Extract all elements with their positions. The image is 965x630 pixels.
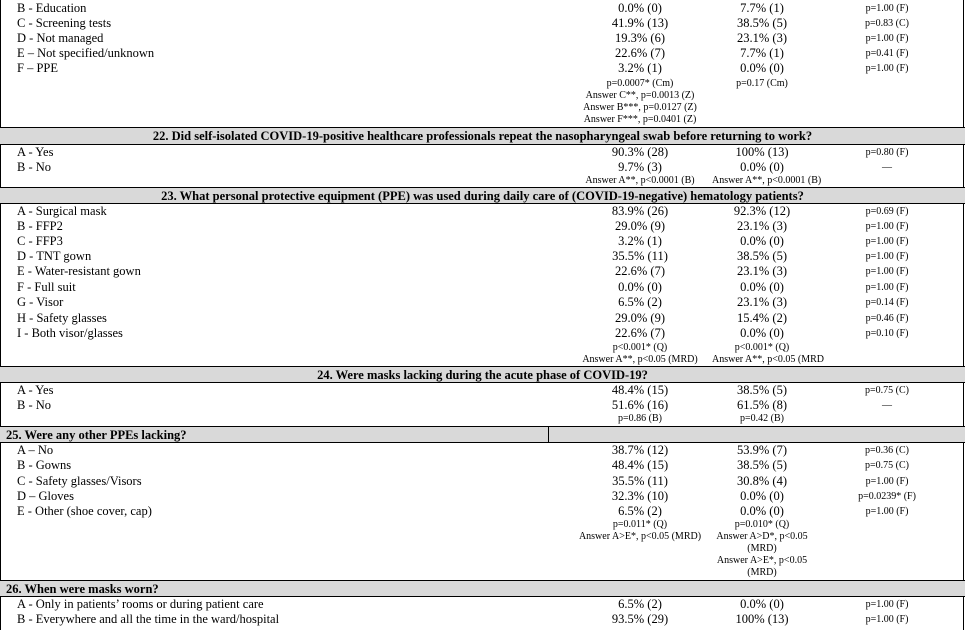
group1-value: 90.3% (28) <box>611 145 669 159</box>
row-label: A - Only in patients’ rooms or during patient care <box>17 597 264 611</box>
p-value: p=0.75 (C) <box>865 460 909 471</box>
p-value: p=1.00 (F) <box>865 282 909 293</box>
group1-stat-note: Answer A**, p<0.0001 (B) <box>585 175 695 186</box>
group2-value: 0.0% (0) <box>740 504 784 518</box>
group2-value: 30.8% (4) <box>737 474 787 488</box>
group1-value: 6.5% (2) <box>618 597 662 611</box>
group1-value: 3.2% (1) <box>618 61 662 75</box>
group2-stat-note: Answer A>D*, p<0.05 <box>716 531 808 542</box>
p-value: p=1.00 (F) <box>865 614 909 625</box>
group1-value: 22.6% (7) <box>615 326 665 340</box>
p-value: p=0.36 (C) <box>865 445 909 456</box>
row-label: C - Screening tests <box>17 16 112 30</box>
group2-value: 15.4% (2) <box>737 311 787 325</box>
table-row <box>0 204 965 219</box>
group2-value: 100% (13) <box>735 612 789 626</box>
table-row <box>0 474 965 489</box>
group1-value: 29.0% (9) <box>615 219 665 233</box>
p-value: p=0.41 (F) <box>865 48 909 59</box>
p-value: p=0.83 (C) <box>865 18 909 29</box>
question-heading-text: 25. Were any other PPEs lacking? <box>6 428 187 442</box>
group2-stat-note: (MRD) <box>747 543 777 554</box>
group2-value: 61.5% (8) <box>737 398 787 412</box>
table-row <box>0 249 965 264</box>
group1-value: 19.3% (6) <box>615 31 665 45</box>
group2-stat-note: (MRD) <box>747 567 777 578</box>
group1-value: 29.0% (9) <box>615 311 665 325</box>
group1-value: 38.7% (12) <box>611 443 669 457</box>
row-label: F - Full suit <box>17 280 76 294</box>
group1-value: 6.5% (2) <box>618 504 662 518</box>
group1-stat-note: p<0.001* (Q) <box>612 342 668 353</box>
p-value: p=0.10 (F) <box>865 328 909 339</box>
group2-value: 7.7% (1) <box>740 1 784 15</box>
table-row <box>0 326 965 341</box>
group1-value: 22.6% (7) <box>615 46 665 60</box>
group1-value: 0.0% (0) <box>618 1 662 15</box>
group2-value: 38.5% (5) <box>737 383 787 397</box>
group2-value: 0.0% (0) <box>740 326 784 340</box>
p-value: p=1.00 (F) <box>865 236 909 247</box>
p-value: p=1.00 (F) <box>865 221 909 232</box>
row-label: D - Not managed <box>17 31 104 45</box>
row-label: E - Water-resistant gown <box>17 264 141 278</box>
row-label: B - Gowns <box>17 458 72 472</box>
row-label: B - Everywhere and all the time in the ward/hospital <box>17 612 280 626</box>
row-label: B - No <box>17 398 52 412</box>
group2-value: 0.0% (0) <box>740 280 784 294</box>
group1-value: 83.9% (26) <box>611 204 669 218</box>
row-label: G - Visor <box>17 295 64 309</box>
group1-stat-note: Answer A>E*, p<0.05 (MRD) <box>578 531 702 542</box>
table-row <box>0 458 965 473</box>
p-value: p=1.00 (F) <box>865 33 909 44</box>
p-value: p=1.00 (F) <box>865 599 909 610</box>
p-value: p=1.00 (F) <box>865 506 909 517</box>
group1-stat-note: Answer C**, p=0.0013 (Z) <box>585 90 695 101</box>
table-row <box>0 311 965 326</box>
row-label: A – No <box>17 443 54 457</box>
p-value: p=0.0239* (F) <box>858 491 916 502</box>
table-row <box>0 219 965 234</box>
table-row <box>0 61 965 76</box>
group2-stat-note: p=0.010* (Q) <box>734 519 790 530</box>
group1-stat-note: Answer A**, p<0.05 (MRD) <box>582 354 698 365</box>
p-value: p=1.00 (F) <box>865 63 909 74</box>
group1-stat-note: Answer F***, p=0.0401 (Z) <box>583 114 697 125</box>
group2-value: 53.9% (7) <box>737 443 787 457</box>
group2-stat-note: Answer A**, p<0.05 (MRD <box>712 354 825 365</box>
row-label: I - Both visor/glasses <box>17 326 123 340</box>
group2-value: 38.5% (5) <box>737 249 787 263</box>
group2-value: 92.3% (12) <box>733 204 791 218</box>
table-row <box>0 383 965 398</box>
table-row <box>0 31 965 46</box>
question-heading: 24. Were masks lacking during the acute phase of COVID-19? <box>0 366 965 383</box>
group2-value: 23.1% (3) <box>737 31 787 45</box>
row-label: B - FFP2 <box>17 219 63 233</box>
row-label: B - Education <box>17 1 87 15</box>
group2-value: 0.0% (0) <box>740 234 784 248</box>
group1-value: 6.5% (2) <box>618 295 662 309</box>
row-label: C - Safety glasses/Visors <box>17 474 142 488</box>
group2-stat-note: Answer A**, p<0.0001 (B) <box>712 175 822 186</box>
table-row <box>0 46 965 61</box>
group1-stat-note: Answer B***, p=0.0127 (Z) <box>583 102 697 113</box>
group2-value: 23.1% (3) <box>737 219 787 233</box>
question-heading: 23. What personal protective equipment (PPE) was used during daily care of (COVID-19-negative) hematology patients? <box>0 187 965 204</box>
p-value: p=0.80 (F) <box>865 147 909 158</box>
group1-value: 0.0% (0) <box>618 280 662 294</box>
group1-value: 41.9% (13) <box>611 16 669 30</box>
group2-stat-note: p=0.17 (Cm) <box>736 78 788 89</box>
p-value: p=1.00 (F) <box>865 3 909 14</box>
group1-stat-note: p=0.0007* (Cm) <box>606 78 674 89</box>
row-label: D - TNT gown <box>17 249 92 263</box>
group2-value: 0.0% (0) <box>740 160 784 174</box>
table-row <box>0 398 965 413</box>
group1-value: 51.6% (16) <box>611 398 669 412</box>
group1-value: 93.5% (29) <box>611 612 669 626</box>
p-value: p=1.00 (F) <box>865 251 909 262</box>
p-value: — <box>882 400 892 411</box>
group1-value: 48.4% (15) <box>611 383 669 397</box>
table-row <box>0 145 965 160</box>
group2-value: 38.5% (5) <box>737 458 787 472</box>
group1-value: 35.5% (11) <box>612 474 668 488</box>
table-row <box>0 443 965 458</box>
group1-value: 9.7% (3) <box>618 160 662 174</box>
p-value: p=0.14 (F) <box>865 297 909 308</box>
row-label: D – Gloves <box>17 489 74 503</box>
row-label: H - Safety glasses <box>17 311 107 325</box>
row-label: E – Not specified/unknown <box>17 46 155 60</box>
p-value: p=0.46 (F) <box>865 313 909 324</box>
group1-stat-note: p=0.011* (Q) <box>612 519 668 530</box>
p-value: p=1.00 (F) <box>865 266 909 277</box>
row-label: C - FFP3 <box>17 234 63 248</box>
p-value: p=1.00 (F) <box>865 476 909 487</box>
p-value: — <box>882 162 892 173</box>
group2-value: 0.0% (0) <box>740 61 784 75</box>
table-row <box>0 489 965 504</box>
row-label: B - No <box>17 160 52 174</box>
table-row <box>0 1 965 16</box>
row-label: A - Surgical mask <box>17 204 107 218</box>
table-row <box>0 597 965 612</box>
question-heading <box>0 426 965 443</box>
group1-value: 3.2% (1) <box>618 234 662 248</box>
group1-value: 35.5% (11) <box>612 249 668 263</box>
row-label: F – PPE <box>17 61 58 75</box>
question-heading: 26. When were masks worn? <box>0 580 965 597</box>
group1-value: 22.6% (7) <box>615 264 665 278</box>
table-row <box>0 280 965 295</box>
group2-stat-note: Answer A>E*, p<0.05 <box>716 555 808 566</box>
row-label: A - Yes <box>17 145 54 159</box>
group2-value: 7.7% (1) <box>740 46 784 60</box>
group2-value: 0.0% (0) <box>740 597 784 611</box>
group1-value: 32.3% (10) <box>611 489 669 503</box>
group2-value: 23.1% (3) <box>737 295 787 309</box>
group2-stat-note: p<0.001* (Q) <box>734 342 790 353</box>
question-heading: 22. Did self-isolated COVID-19-positive healthcare professionals repeat the nasopharyngeal swab before returning to work? <box>0 127 965 145</box>
p-value: p=0.69 (F) <box>865 206 909 217</box>
group1-stat-note: p=0.86 (B) <box>618 413 662 424</box>
heading-divider <box>548 427 549 442</box>
row-label: A - Yes <box>17 383 54 397</box>
group2-value: 23.1% (3) <box>737 264 787 278</box>
group2-value: 0.0% (0) <box>740 489 784 503</box>
table-row <box>0 160 965 175</box>
table-row <box>0 504 965 519</box>
table-row <box>0 234 965 249</box>
table-row <box>0 264 965 279</box>
group2-stat-note: p=0.42 (B) <box>740 413 784 424</box>
table-row <box>0 16 965 31</box>
table-row <box>0 295 965 310</box>
group2-value: 38.5% (5) <box>737 16 787 30</box>
group1-value: 48.4% (15) <box>611 458 669 472</box>
table-row <box>0 612 965 627</box>
row-label: E - Other (shoe cover, cap) <box>17 504 152 518</box>
group2-value: 100% (13) <box>735 145 789 159</box>
p-value: p=0.75 (C) <box>865 385 909 396</box>
